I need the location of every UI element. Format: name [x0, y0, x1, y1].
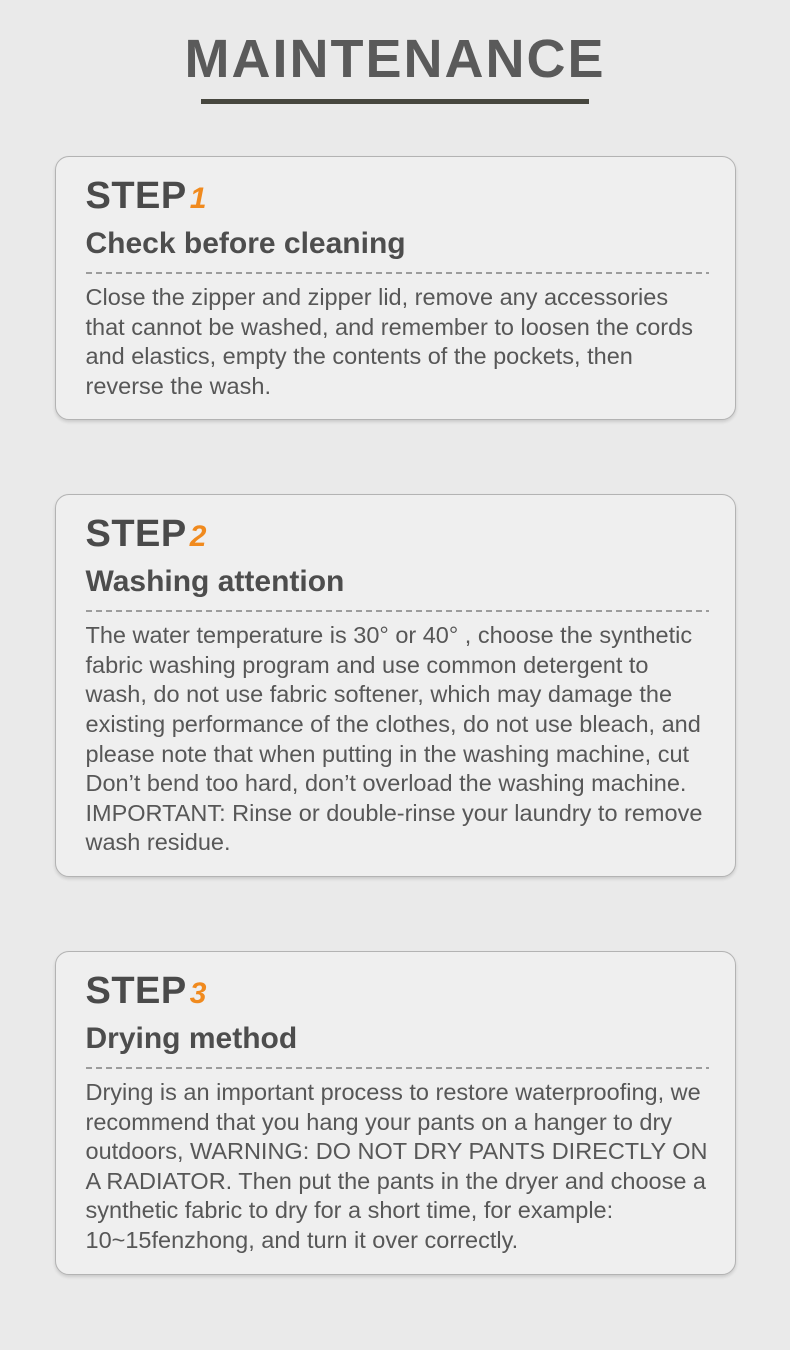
step-word: STEP [85, 970, 187, 1013]
page-title: MAINTENANCE [184, 29, 606, 89]
step-card-3 [55, 951, 736, 1275]
step-body [86, 1078, 709, 1256]
dashed-divider [86, 272, 709, 274]
step-body [86, 283, 709, 401]
step-paragraph: Close the zipper and zipper lid, remove any accessories that cannot be washed, and remember to loosen the cords and elastics, empty the contents of the pockets, then reverse the wash. [85, 283, 693, 399]
step-label-row [86, 972, 709, 1012]
dashed-divider [86, 1067, 709, 1069]
steps-container [55, 156, 736, 1275]
step-number: 1 [189, 182, 207, 215]
step-label-row [86, 515, 709, 555]
step-paragraph: IMPORTANT: Rinse or double-rinse your laundry to remove wash residue. [85, 799, 703, 856]
step-heading: Washing attention [85, 565, 345, 599]
step-card-2 [55, 494, 736, 877]
title-underline [201, 99, 589, 104]
step-word: STEP [85, 513, 187, 556]
step-number: 2 [189, 520, 207, 554]
dashed-divider [86, 610, 709, 612]
step-heading: Drying method [85, 1021, 298, 1055]
step-body [86, 621, 709, 858]
page-header [0, 0, 790, 104]
step-word: STEP [85, 175, 187, 217]
step-paragraph: The water temperature is 30° or 40° , choose the synthetic fabric washing program and use common detergent to wash, do not use fabric softener, which may damage the existing performance of the clothes, do not use bleach, and please note that when putting in the washing machine, cut Don’t bend too hard, don’t overload the washing machine. [85, 622, 701, 797]
step-card-1 [55, 156, 736, 420]
step-paragraph: Drying is an important process to restore waterproofing, we recommend that you hang your pants on a hanger to dry outdoors, WARNING: DO NOT DRY PANTS DIRECTLY ON A RADIATOR. Then put the pants in the dryer and choose a synthetic fabric to dry for a short time, for example: 10~15fenzhong, and turn it over correctly. [85, 1078, 708, 1254]
step-label-row [86, 177, 709, 217]
step-heading: Check before cleaning [85, 226, 406, 260]
step-number: 3 [189, 977, 207, 1011]
